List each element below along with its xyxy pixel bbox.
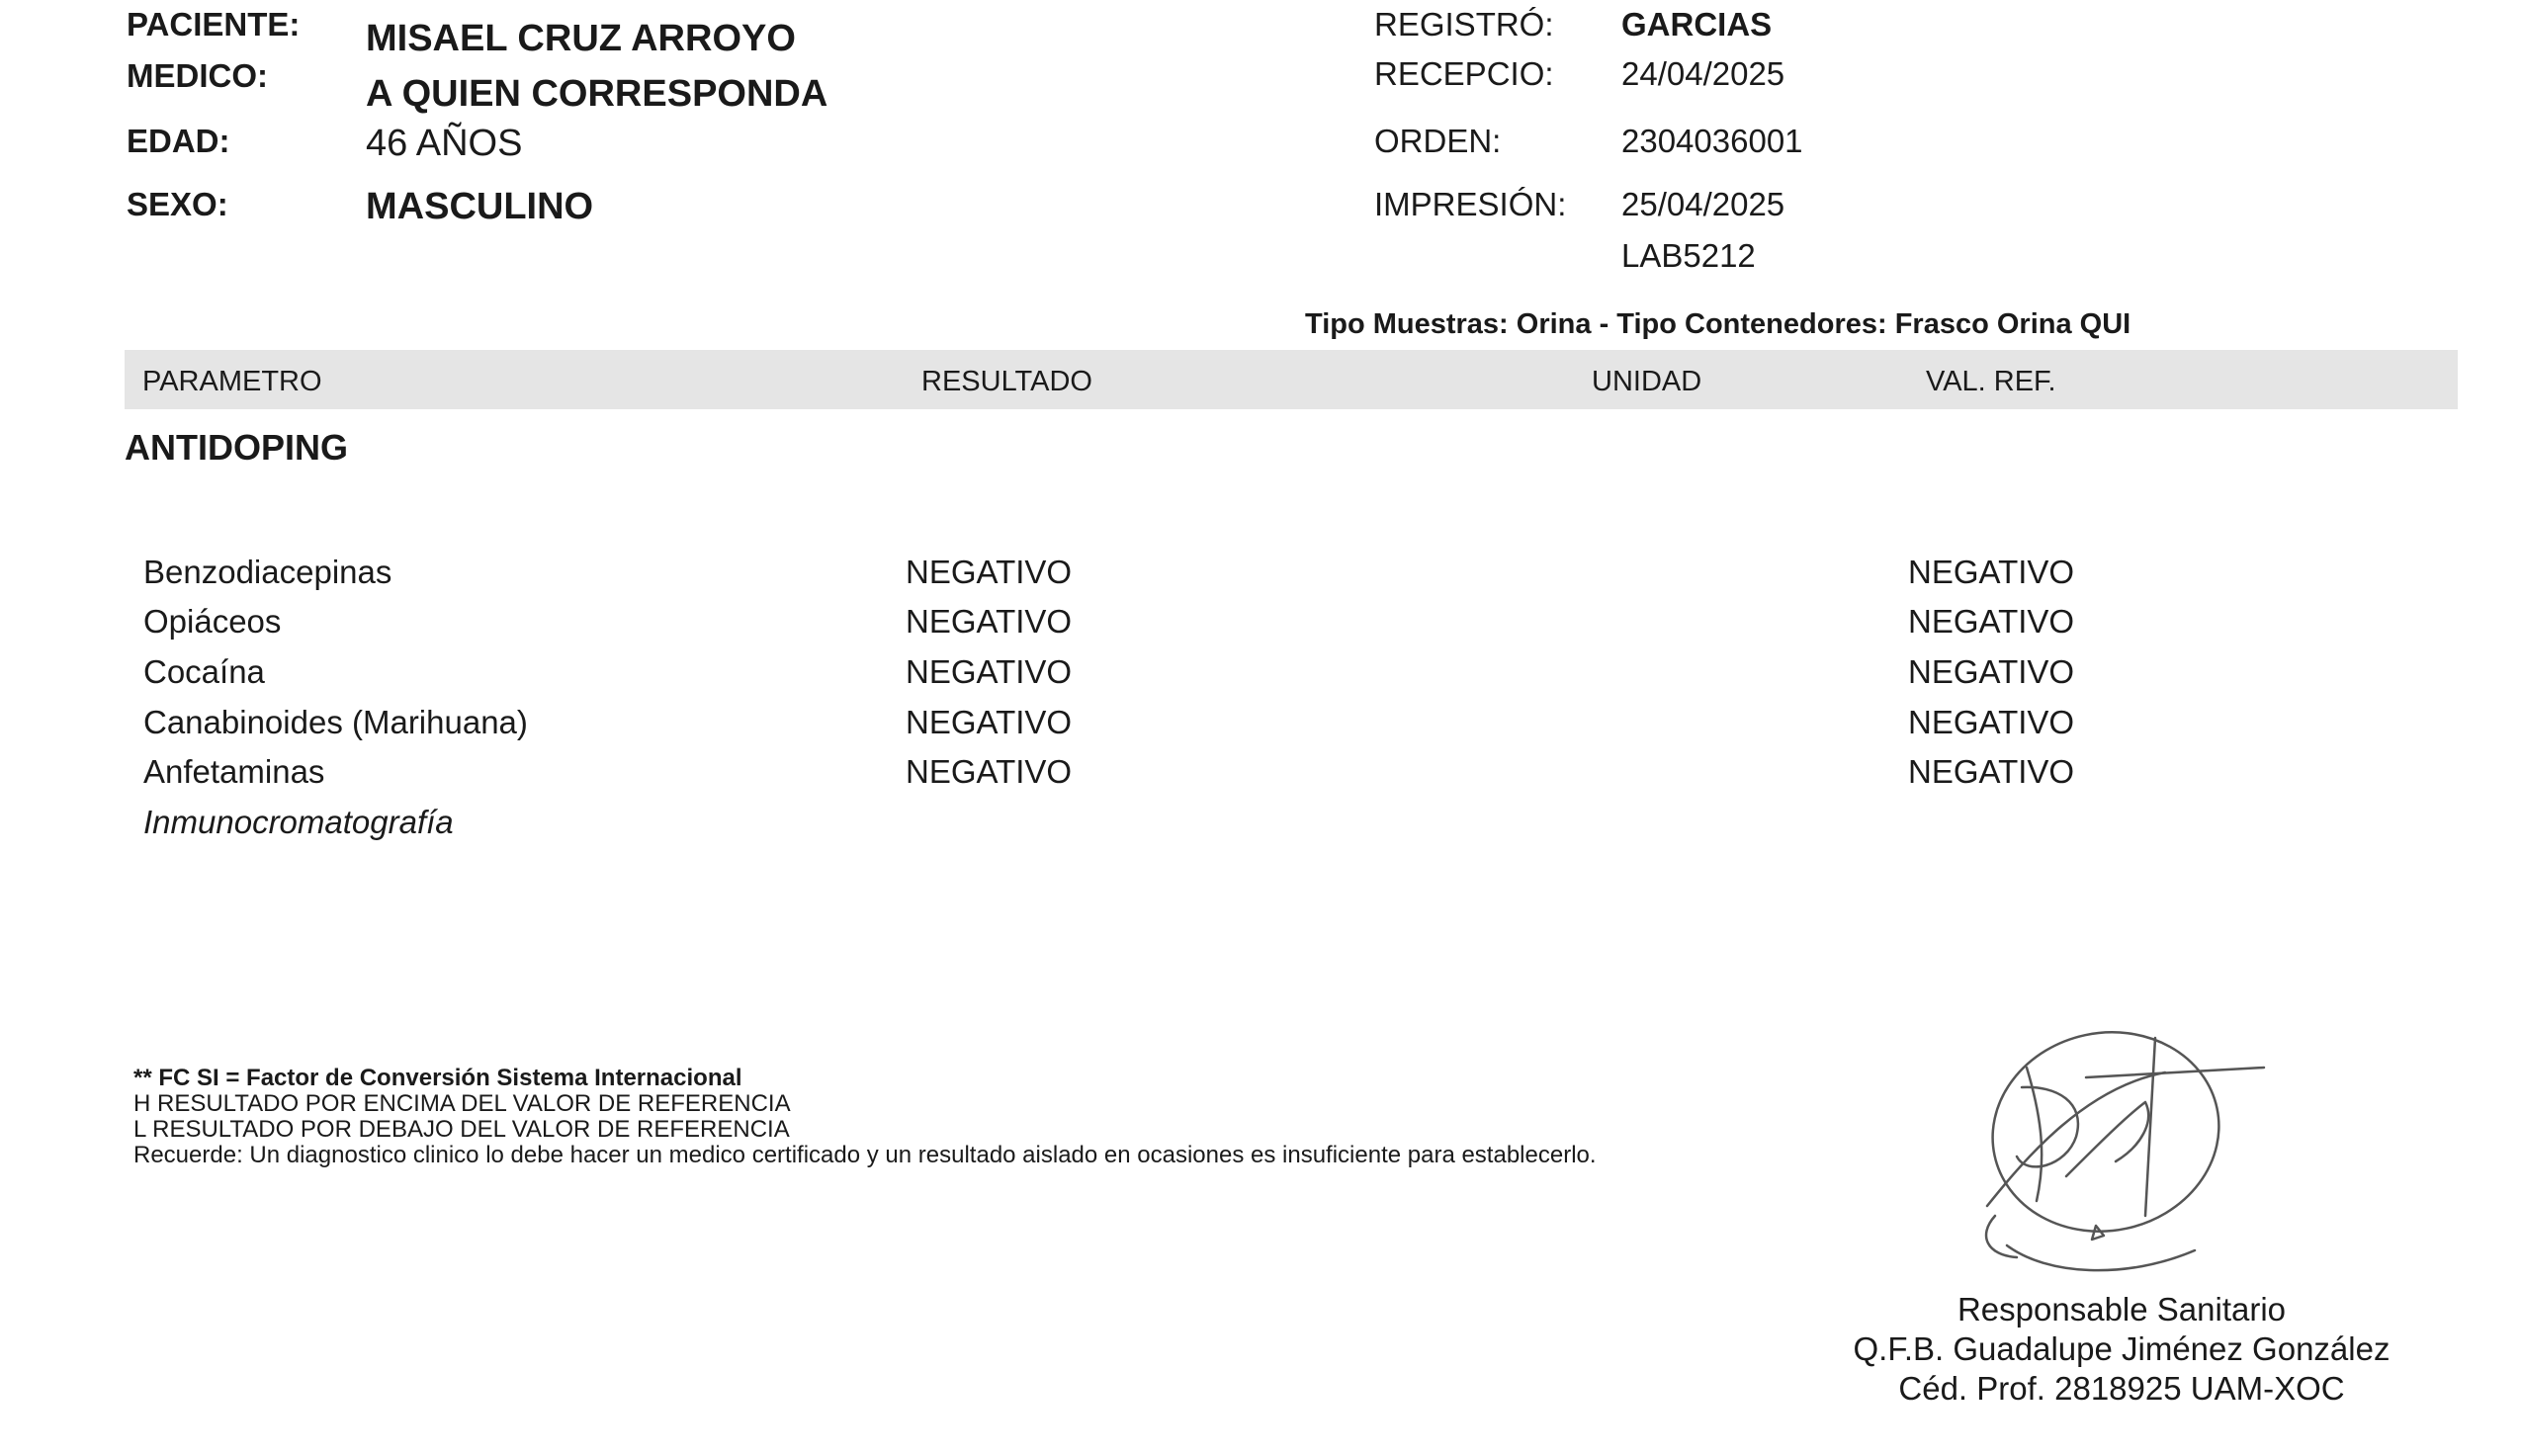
row-valref: NEGATIVO <box>1908 554 2075 590</box>
method-note: Inmunocromatografía <box>143 804 454 840</box>
row-parametro: Benzodiacepinas <box>143 554 392 590</box>
footer-notes <box>133 1066 1597 1168</box>
row-valref: NEGATIVO <box>1908 753 2075 790</box>
impresion-label: IMPRESIÓN: <box>1374 186 1567 222</box>
row-valref: NEGATIVO <box>1908 653 2075 690</box>
header-valref: VAL. REF. <box>1926 366 2056 397</box>
row-resultado: NEGATIVO <box>906 653 1073 690</box>
signature-icon <box>1967 1028 2294 1285</box>
responsible-title: Responsable Sanitario <box>1956 1291 2287 1328</box>
paciente-value: MISAEL CRUZ ARROYO <box>366 18 796 59</box>
row-valref: NEGATIVO <box>1908 603 2075 640</box>
row-resultado: NEGATIVO <box>906 704 1073 740</box>
registro-value: GARCIAS <box>1621 6 1773 43</box>
row-resultado: NEGATIVO <box>906 554 1073 590</box>
header-parametro: PARAMETRO <box>142 366 322 397</box>
orden-value: 2304036001 <box>1621 123 1803 159</box>
paciente-label: PACIENTE: <box>127 6 301 43</box>
registro-label: REGISTRÓ: <box>1374 6 1554 43</box>
row-parametro: Canabinoides (Marihuana) <box>143 704 528 740</box>
row-valref: NEGATIVO <box>1908 704 2075 740</box>
section-title: ANTIDOPING <box>125 427 349 468</box>
lab-code: LAB5212 <box>1621 237 1756 274</box>
footer-line-disclaimer: Recuerde: Un diagnostico clinico lo debe hacer un medico certificado y un resultado aislado en ocasiones es insuficiente para establecerlo. <box>133 1142 1597 1168</box>
header-resultado: RESULTADO <box>921 366 1092 397</box>
footer-line-h: H RESULTADO POR ENCIMA DEL VALOR DE REFERENCIA <box>133 1090 791 1117</box>
edad-value: 46 AÑOS <box>366 123 523 164</box>
footer-line-fcsi: ** FC SI = Factor de Conversión Sistema Internacional <box>133 1065 742 1091</box>
responsible-cedula: Céd. Prof. 2818925 UAM-XOC <box>1898 1370 2345 1407</box>
medico-value: A QUIEN CORRESPONDA <box>366 73 828 115</box>
sexo-label: SEXO: <box>127 186 228 222</box>
recepcion-value: 24/04/2025 <box>1621 55 1785 92</box>
row-resultado: NEGATIVO <box>906 753 1073 790</box>
row-parametro: Cocaína <box>143 653 265 690</box>
table-header <box>125 350 2458 409</box>
header-unidad: UNIDAD <box>1592 366 1702 397</box>
row-resultado: NEGATIVO <box>906 603 1073 640</box>
recepcion-label: RECEPCIO: <box>1374 55 1554 92</box>
responsible-name: Q.F.B. Guadalupe Jiménez González <box>1853 1330 2391 1367</box>
sexo-value: MASCULINO <box>366 186 594 227</box>
row-parametro: Anfetaminas <box>143 753 325 790</box>
sample-info: Tipo Muestras: Orina - Tipo Contenedores: Frasco Orina QUI <box>1305 308 2131 340</box>
row-parametro: Opiáceos <box>143 603 282 640</box>
orden-label: ORDEN: <box>1374 123 1502 159</box>
footer-line-l: L RESULTADO POR DEBAJO DEL VALOR DE REFERENCIA <box>133 1116 790 1143</box>
impresion-value: 25/04/2025 <box>1621 186 1785 222</box>
edad-label: EDAD: <box>127 123 230 159</box>
medico-label: MEDICO: <box>127 57 268 94</box>
